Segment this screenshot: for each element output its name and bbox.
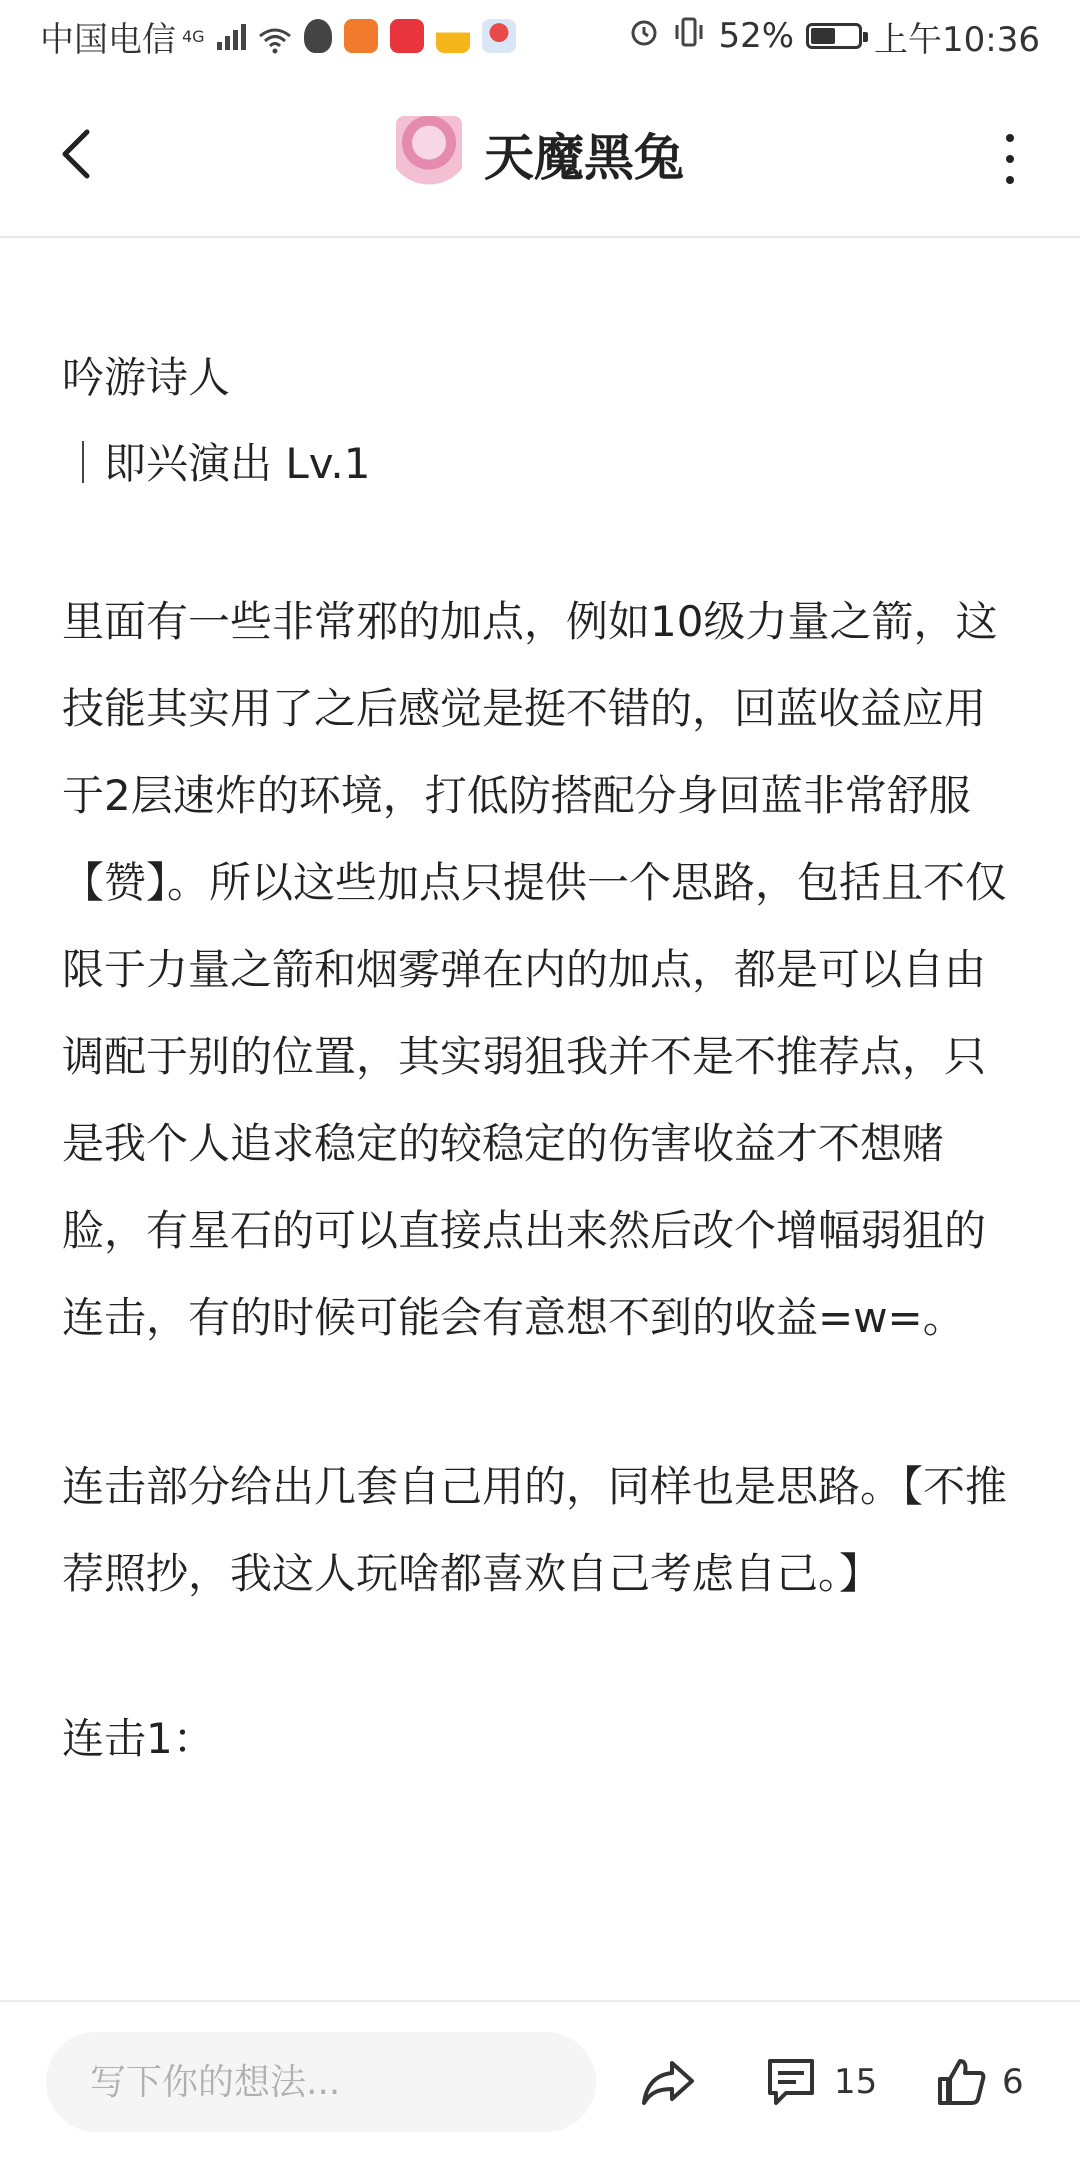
clock: 上午10:36 <box>874 19 1040 60</box>
comment-icon <box>764 2057 818 2107</box>
more-dot-icon <box>1006 134 1014 142</box>
bottom-action-bar <box>0 2000 1080 2160</box>
status-bar <box>0 0 1080 72</box>
more-options-button[interactable] <box>998 134 1022 184</box>
content-paragraph: 连击1： <box>62 1714 215 1763</box>
more-dot-icon <box>1006 155 1014 163</box>
content-line: 吟游诗人 <box>62 353 231 402</box>
article-content <box>62 238 1022 1783</box>
comments-button[interactable] <box>764 2052 877 2112</box>
carrier-label: 中国电信 <box>40 19 176 60</box>
avatar[interactable] <box>396 116 462 192</box>
status-right <box>628 12 1040 61</box>
status-left <box>40 12 516 61</box>
signal-icon <box>217 22 246 50</box>
vibrate-icon <box>672 15 706 58</box>
zhihu-icon <box>436 19 470 53</box>
more-dot-icon <box>1006 176 1014 184</box>
battery-percent: 52% <box>718 16 795 56</box>
like-button[interactable] <box>936 2052 1024 2112</box>
content-line: ｜即兴演出 Lv.1 <box>62 439 371 488</box>
content-paragraph: 里面有一些非常邪的加点，例如10级力量之箭，这技能其实用了之后感觉是挺不错的，回蓝收益应用于2层速炸的环境，打低防搭配分身回蓝非常舒服【赞】。所以这些加点只提供一个思路，包括且不仅限于力量之箭和烟雾弹在内的加点，都是可以自由调配于别的位置，其实弱狙我并不是不推荐点，只是我个人追求稳定的较稳定的伤害收益才不想赌脸，有星石的可以直接点出来然后改个增幅弱狙的连击，有的时候可能会有意想不到的收益=w=。 <box>62 597 1008 1342</box>
page-title: 天魔黑兔 <box>484 129 684 187</box>
app-header <box>0 72 1080 238</box>
like-count: 6 <box>1002 2062 1024 2102</box>
comment-input[interactable] <box>46 2032 596 2132</box>
thumbs-up-icon <box>936 2057 986 2107</box>
title-area[interactable] <box>0 114 1080 194</box>
network-type: 4G <box>182 26 205 46</box>
alarm-icon <box>628 16 660 57</box>
baidu-map-icon <box>482 19 516 53</box>
share-icon <box>640 2057 696 2107</box>
battery-icon <box>806 23 862 49</box>
app-icon-orange <box>344 19 378 53</box>
qq-icon <box>304 19 332 53</box>
huawei-store-icon <box>390 19 424 53</box>
comment-count: 15 <box>834 2062 878 2102</box>
content-paragraph: 连击部分给出几套自己用的，同样也是思路。【不推荐照抄，我这人玩啥都喜欢自己考虑自己。】 <box>62 1462 1008 1598</box>
share-button[interactable] <box>640 2052 696 2112</box>
wifi-icon <box>258 23 292 49</box>
